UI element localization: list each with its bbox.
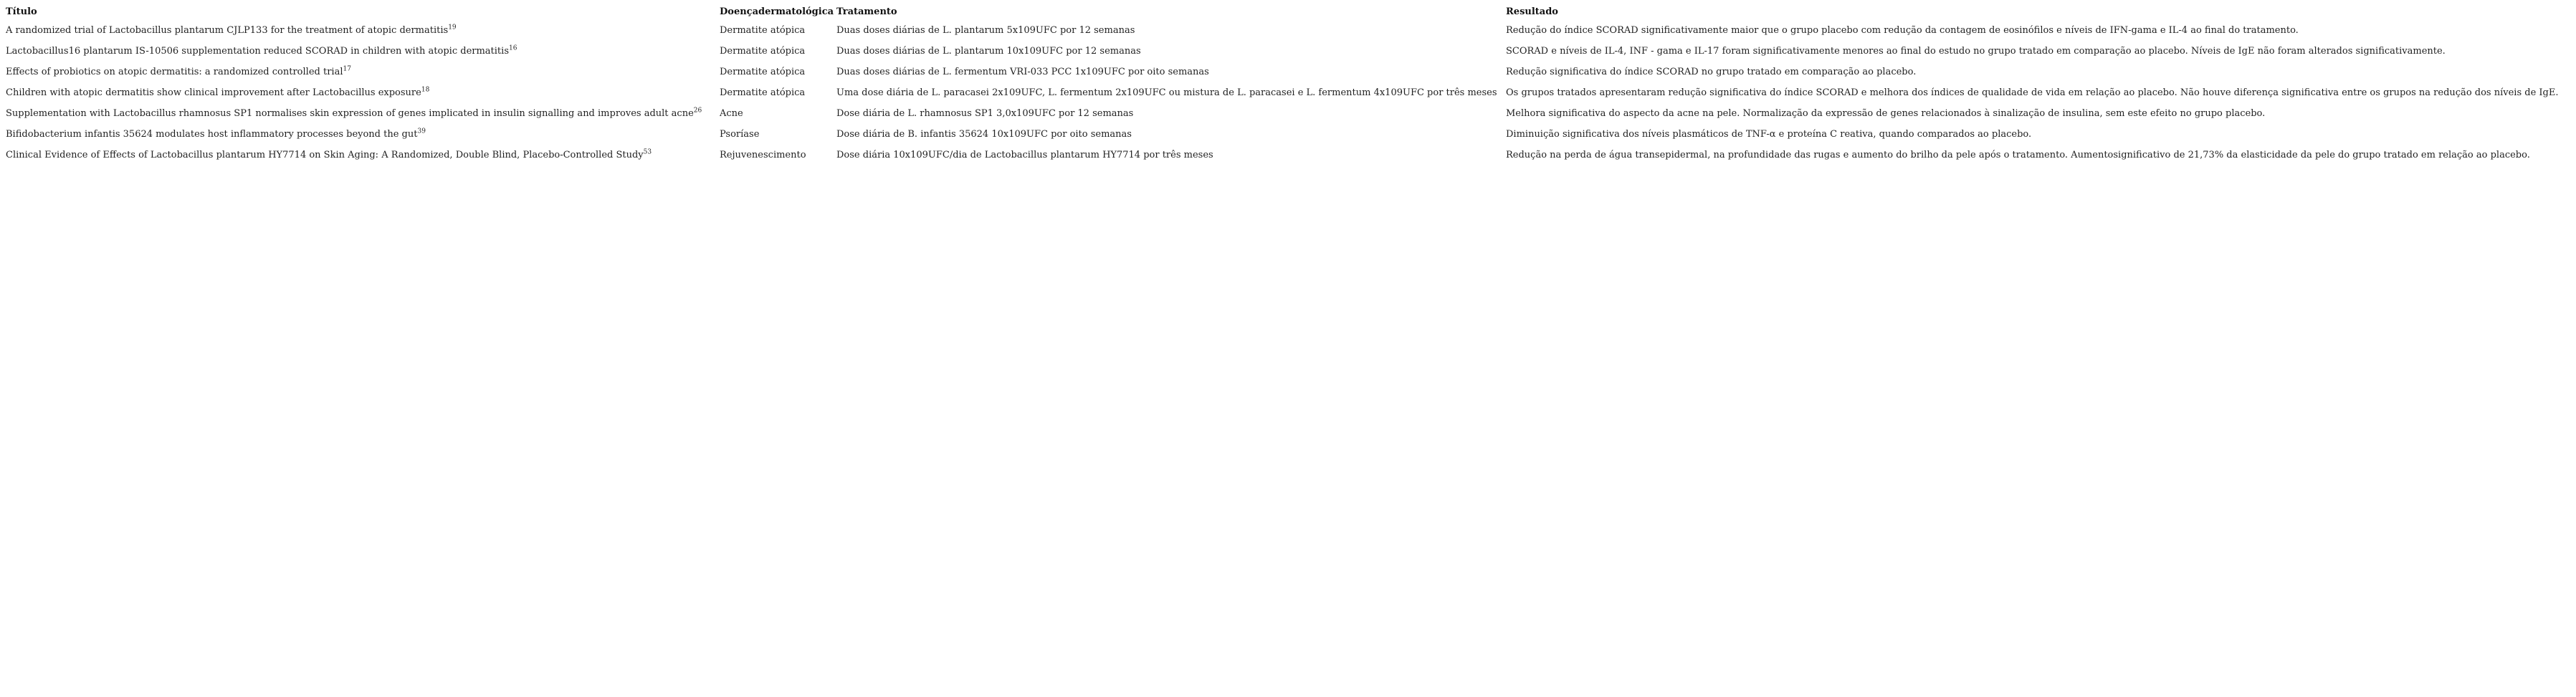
treatment-cell: Dose diária de L. rhamnosus SP1 3,0x109UFC por 12 semanas (836, 108, 1134, 119)
study-title-text: A randomized trial of Lactobacillus plantarum CJLP133 for the treatment of atopic dermatitis (6, 25, 449, 36)
table-row (4, 82, 2572, 103)
treatment-cell: Uma dose diária de L. paracasei 2x109UFC, L. fermentum 2x109UFC ou mistura de L. paracasei e L. fermentum 4x109UFC por três meses (836, 87, 1497, 98)
header-result: Resultado (1506, 6, 1558, 17)
result-cell: Redução do índice SCORAD significativamente maior que o grupo placebo com redução da contagem de eosinófilos e níveis de IFN-gama e IL-4 ao final do tratamento. (1506, 25, 2299, 36)
study-title-text: Supplementation with Lactobacillus rhamnosus SP1 normalises skin expression of genes implicated in insulin signalling and improves adult acne (6, 108, 694, 119)
disease-cell: Dermatite atópica (720, 67, 806, 77)
treatment-cell: Duas doses diárias de L. fermentum VRI-033 PCC 1x109UFC por oito semanas (836, 67, 1209, 77)
header-title: Título (6, 6, 37, 17)
table-row (4, 145, 2572, 165)
header-treatment: Tratamento (836, 6, 897, 17)
study-title (4, 103, 718, 124)
disease-cell: Rejuvenescimento (720, 150, 806, 160)
study-title-text: Children with atopic dermatitis show clinical improvement after Lactobacillus exposure (6, 87, 421, 98)
header-row (4, 6, 2572, 20)
result-cell: SCORAD e níveis de IL-4, INF - gama e IL-17 foram significativamente menores ao final do estudo no grupo tratado em comparação ao placebo. Níveis de IgE não foram alterados significativamente. (1506, 46, 2446, 57)
reference-number: 26 (693, 107, 702, 115)
study-title (4, 82, 718, 103)
reference-number: 17 (343, 65, 351, 73)
result-cell: Redução na perda de água transepidermal, na profundidade das rugas e aumento do brilho da pele após o tratamento. Aumentosignificativo de 21,73% da elasticidade da pele do grupo tratado em relação ao placebo. (1506, 150, 2530, 160)
disease-cell: Acne (720, 108, 743, 119)
reference-number: 19 (448, 24, 457, 32)
result-cell: Melhora significativa do aspecto da acne na pele. Normalização da expressão de genes relacionados à sinalização de insulina, sem este efeito no grupo placebo. (1506, 108, 2266, 119)
treatment-cell: Dose diária 10x109UFC/dia de Lactobacillus plantarum HY7714 por três meses (836, 150, 1213, 160)
header-disease: Doençadermatológica (720, 6, 834, 17)
study-title (4, 41, 718, 62)
table-row (4, 62, 2572, 82)
study-title-text: Lactobacillus16 plantarum IS-10506 supplementation reduced SCORAD in children with atopic dermatitis (6, 46, 509, 57)
disease-cell: Psoríase (720, 129, 760, 140)
treatment-cell: Dose diária de B. infantis 35624 10x109UFC por oito semanas (836, 129, 1132, 140)
result-cell: Os grupos tratados apresentaram redução significativa do índice SCORAD e melhora dos índices de qualidade de vida em relação ao placebo. Não houve diferença significativa entre os grupos na redução dos níveis de IgE. (1506, 87, 2559, 98)
page (0, 0, 2576, 165)
study-title-text: Bifidobacterium infantis 35624 modulates host inflammatory processes beyond the gut (6, 129, 418, 140)
probiotics-studies-table (4, 6, 2572, 165)
study-title (4, 145, 718, 165)
table-row (4, 124, 2572, 145)
table-header (4, 6, 2572, 20)
disease-cell: Dermatite atópica (720, 87, 806, 98)
study-title-text: Effects of probiotics on atopic dermatitis: a randomized controlled trial (6, 67, 343, 77)
reference-number: 18 (421, 86, 430, 94)
disease-cell: Dermatite atópica (720, 25, 806, 36)
result-cell: Diminuição significativa dos níveis plasmáticos de TNF-α e proteína C reativa, quando comparados ao placebo. (1506, 129, 2032, 140)
study-title (4, 20, 718, 41)
reference-number: 16 (509, 44, 517, 52)
treatment-cell: Duas doses diárias de L. plantarum 10x109UFC por 12 semanas (836, 46, 1141, 57)
table-row (4, 41, 2572, 62)
table-row (4, 20, 2572, 41)
study-title-text: Clinical Evidence of Effects of Lactobacillus plantarum HY7714 on Skin Aging: A Randomized, Double Blind, Placebo-Controlled Study (6, 150, 644, 160)
reference-number: 39 (417, 128, 426, 135)
disease-cell: Dermatite atópica (720, 46, 806, 57)
study-title (4, 124, 718, 145)
result-cell: Redução significativa do índice SCORAD no grupo tratado em comparação ao placebo. (1506, 67, 1917, 77)
treatment-cell: Duas doses diárias de L. plantarum 5x109UFC por 12 semanas (836, 25, 1135, 36)
reference-number: 53 (643, 148, 652, 156)
study-title (4, 62, 718, 82)
table-row (4, 103, 2572, 124)
table-body (4, 20, 2572, 165)
